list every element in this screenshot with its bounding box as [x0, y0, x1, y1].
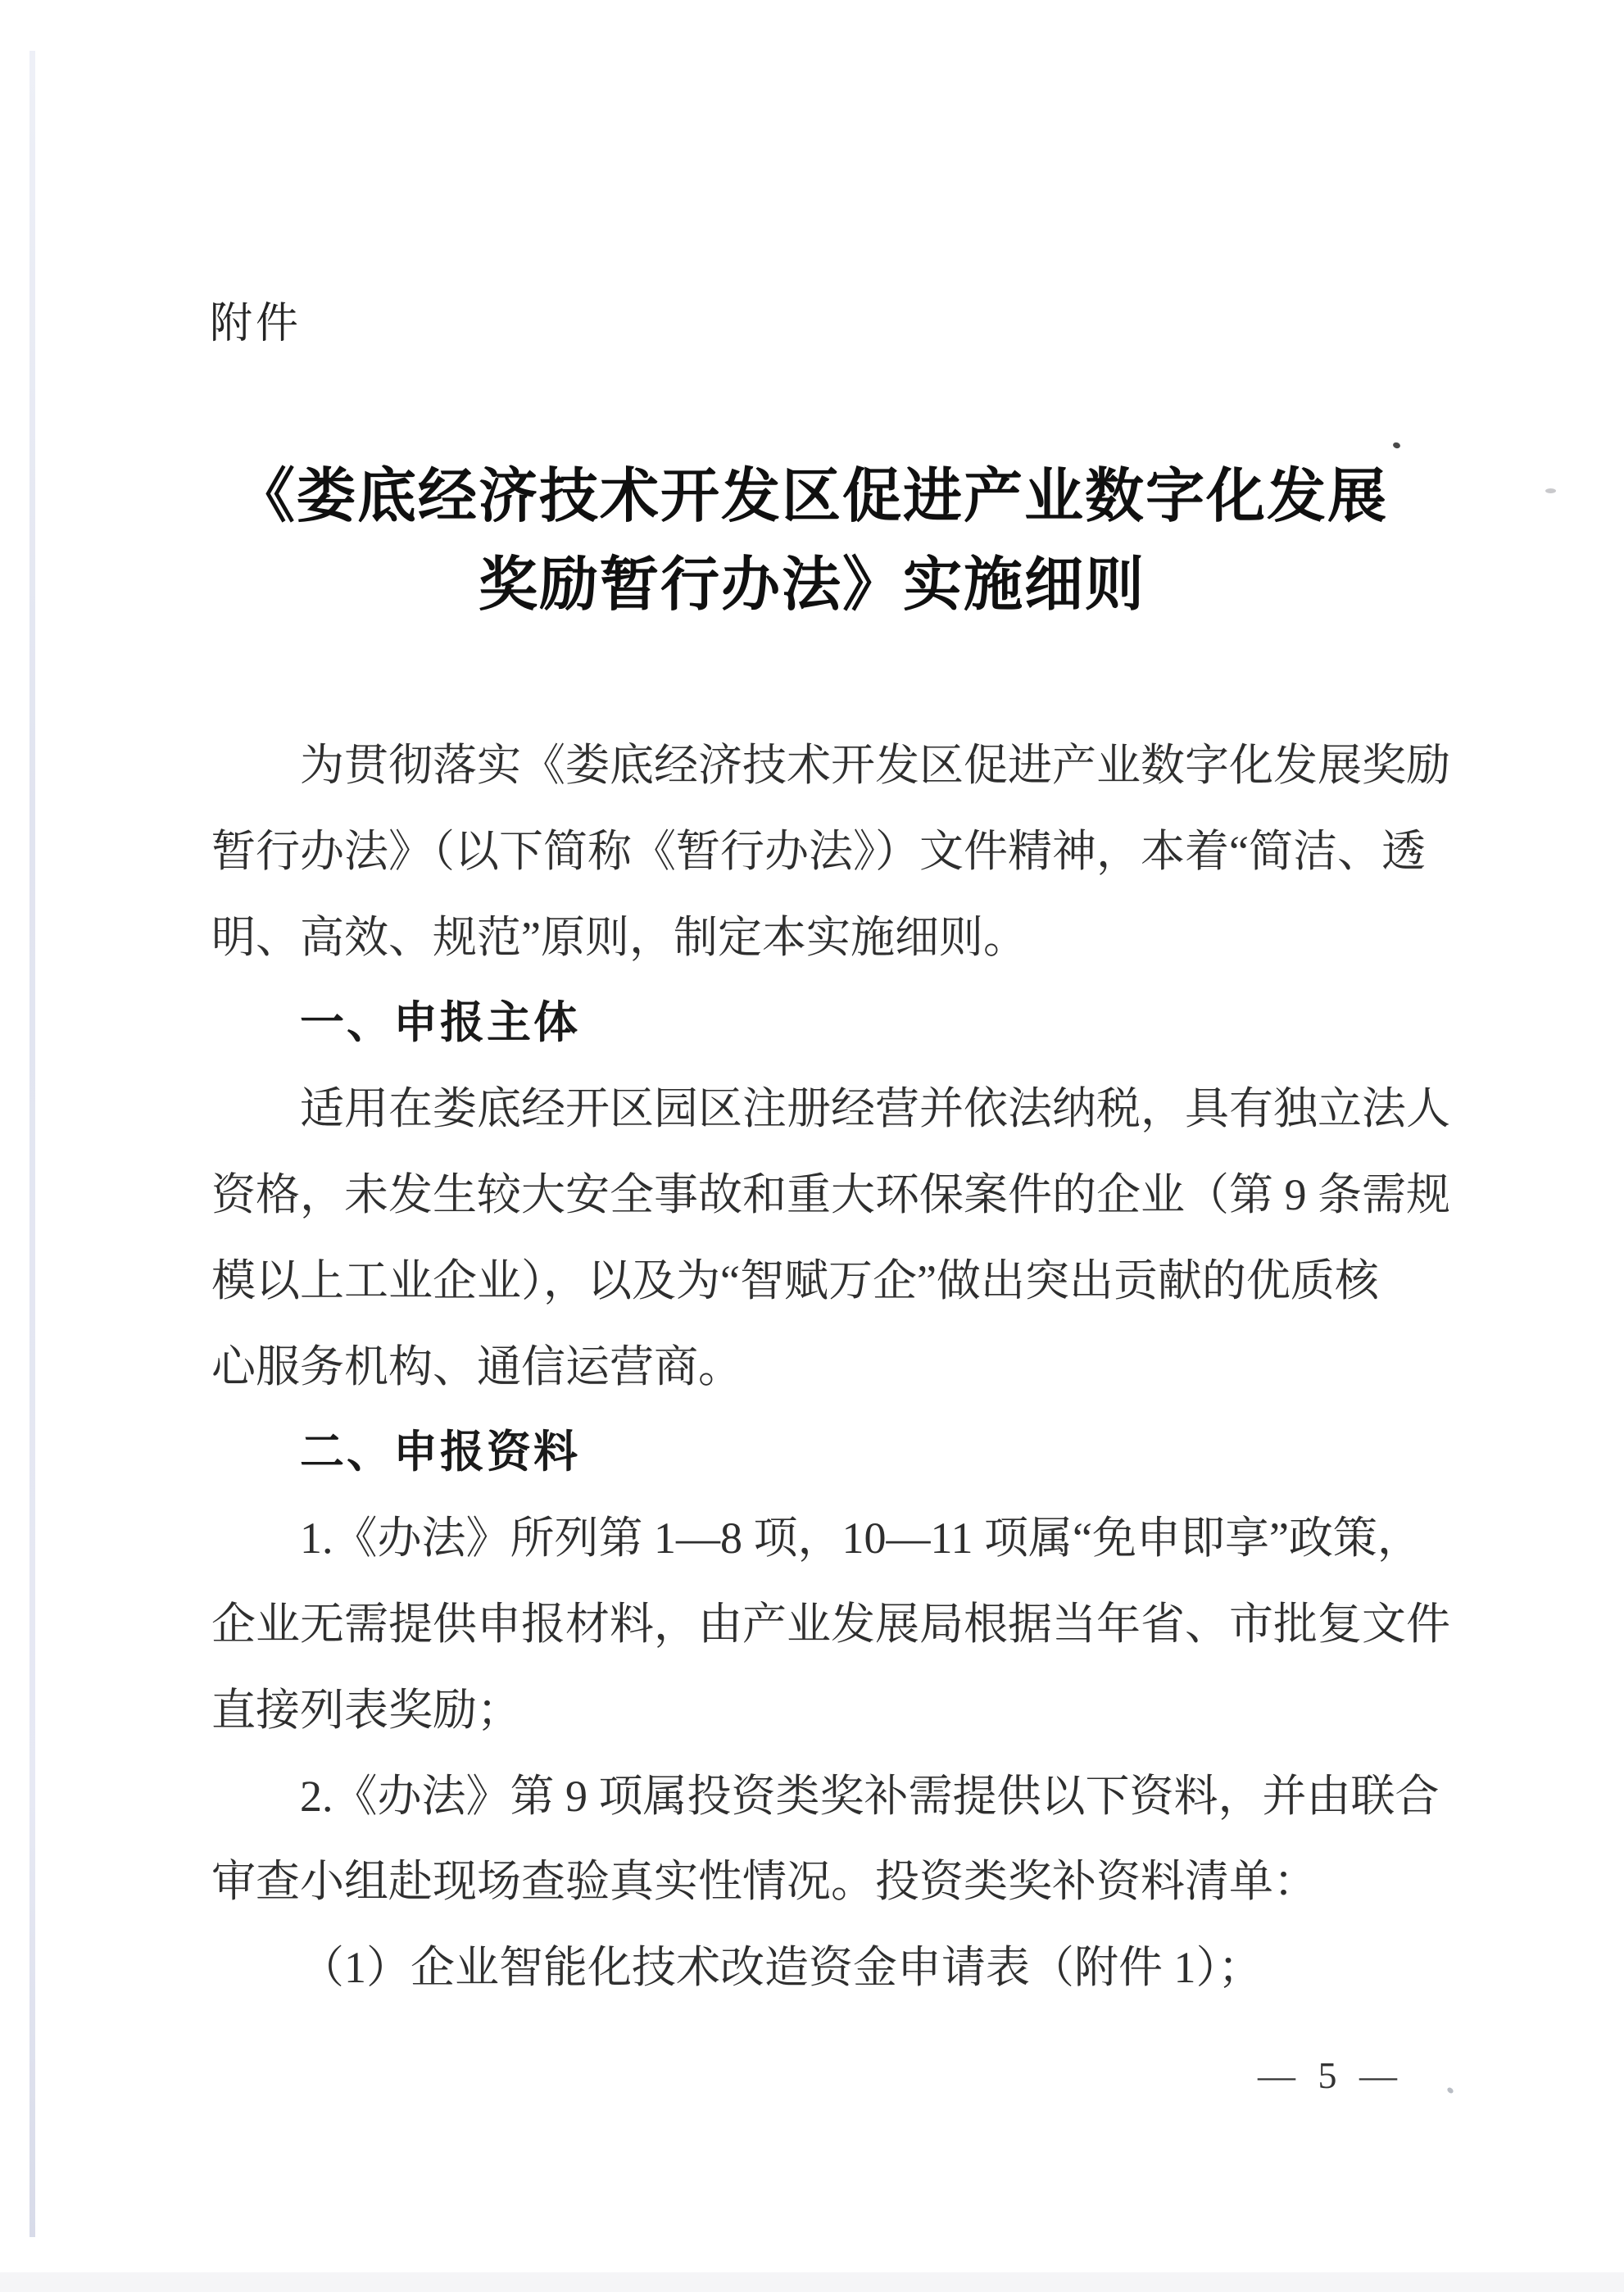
body-line: 为贯彻落实《娄底经济技术开发区促进产业数字化发展奖励 [300, 741, 1450, 790]
body-line: 直接列表奖励； [211, 1685, 521, 1735]
section-heading: 一、申报主体 [300, 998, 580, 1048]
body-line: 明、高效、规范”原则，制定本实施细则。 [211, 912, 1027, 962]
document-title [0, 452, 1624, 629]
scan-edge-artifact [29, 51, 35, 2237]
body-line: 审查小组赴现场查验真实性情况。投资类奖补资料清单： [211, 1857, 1318, 1907]
document-body [211, 723, 1450, 2011]
page-number: — 5 — [1258, 2054, 1404, 2096]
body-line: （1）企业智能化技术改造资金申请表（附件 1）； [300, 1943, 1263, 1993]
scan-bottom-artifact [0, 2272, 1624, 2292]
body-line: 适用在娄底经开区园区注册经营并依法纳税，具有独立法人 [300, 1084, 1450, 1134]
scan-speck [1446, 2086, 1454, 2095]
body-line: 资格，未发生较大安全事故和重大环保案件的企业（第 9 条需规 [211, 1169, 1450, 1219]
document-title-line2: 奖励暂行办法》实施细则 [478, 552, 1145, 618]
body-line: 2.《办法》第 9 项属投资类奖补需提供以下资料，并由联合 [300, 1771, 1440, 1821]
scan-speck [1392, 442, 1401, 449]
body-line: 心服务机构、通信运营商。 [211, 1341, 742, 1391]
body-line: 模以上工业企业），以及为“智赋万企”做出突出贡献的优质核 [211, 1255, 1379, 1305]
section-heading: 二、申报资料 [300, 1427, 580, 1477]
scan-speck [1545, 488, 1556, 493]
body-line: 暂行办法》（以下简称《暂行办法》）文件精神，本着“简洁、透 [211, 826, 1426, 876]
body-line: 1.《办法》所列第 1—8 项，10—11 项属“免申即享”政策， [300, 1514, 1422, 1564]
body-line: 企业无需提供申报材料，由产业发展局根据当年省、市批复文件 [211, 1599, 1450, 1649]
attachment-label: 附件 [210, 300, 302, 347]
document-title-line1: 《娄底经济技术开发区促进产业数字化发展 [235, 464, 1388, 529]
